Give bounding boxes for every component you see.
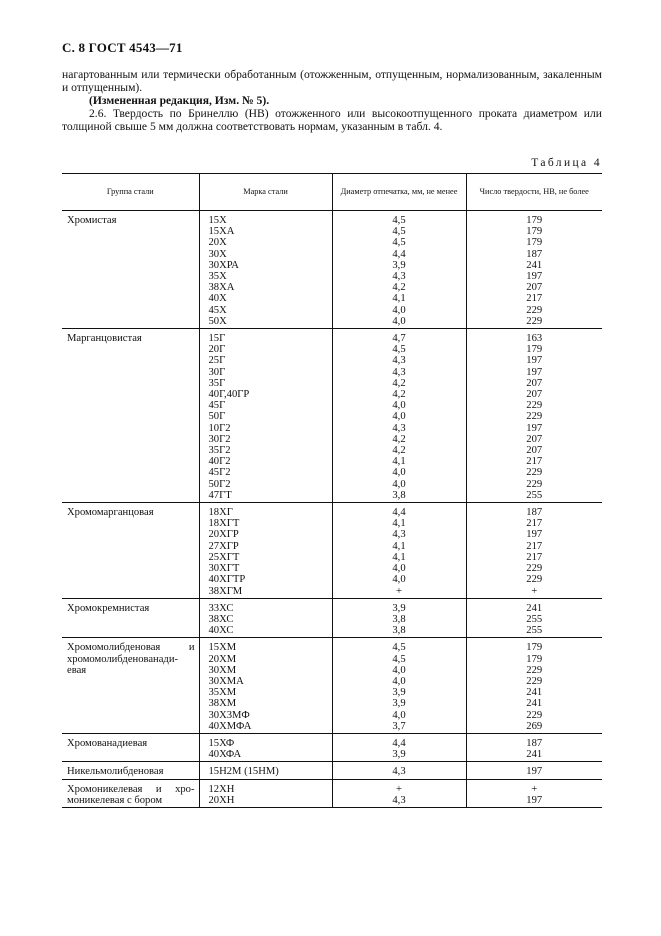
diameter-cell: [332, 598, 466, 638]
hardness-value: 179: [526, 215, 543, 226]
steel-group-cell: [62, 329, 199, 503]
diameter-value: 4,0: [392, 563, 406, 575]
diameter-cell: [332, 733, 466, 761]
steel-grade: 30Г: [208, 366, 226, 378]
diameter-value: 4,4: [392, 507, 406, 519]
hardness-value: 207: [526, 433, 543, 445]
steel-grade: 50Г: [208, 411, 226, 423]
steel-grade: 15Н2М (15НМ): [208, 766, 279, 778]
diameter-value: 4,4: [392, 737, 406, 749]
steel-grade: 20Х: [208, 237, 227, 249]
hardness-value: 255: [526, 613, 543, 625]
steel-grade: 30ХРА: [208, 259, 239, 271]
diameter-value: 3,8: [392, 613, 406, 625]
steel-grade-cell: [199, 503, 332, 599]
hardness-value: 207: [526, 282, 543, 294]
steel-grade: 40Г2: [208, 456, 231, 468]
diameter-cell: [332, 329, 466, 503]
steel-group-name: Хромокремнистая: [67, 602, 150, 614]
steel-grade: 30ХМА: [208, 675, 244, 687]
hardness-value: 179: [526, 226, 543, 238]
hardness-value: 217: [526, 551, 543, 563]
diameter-value: 4,4: [392, 248, 406, 260]
hardness-value: 241: [526, 259, 543, 271]
steel-grade: 35Х: [208, 271, 227, 283]
diameter-value: 4,0: [392, 675, 406, 687]
continuation-paragraph: нагартованным или термически обработанным (отожженным, отпущенным, нормализованным, закаленным и отпущенным).: [62, 68, 602, 94]
steel-grade: 30ХМ: [208, 664, 237, 676]
steel-grade: 27ХГР: [208, 540, 239, 552]
table-row: [62, 733, 602, 761]
hardness-value: 163: [526, 333, 543, 345]
diameter-value: 4,5: [392, 344, 406, 356]
hardness-value: 229: [526, 563, 543, 575]
diameter-value: 4,0: [392, 400, 406, 412]
hardness-value: 229: [526, 315, 543, 327]
hardness-value: 229: [526, 467, 543, 479]
hardness-cell: [466, 211, 602, 329]
diameter-value: 3,9: [392, 687, 406, 699]
steel-grade: 30Х: [208, 248, 227, 260]
steel-grade: 40Х: [208, 293, 227, 305]
diameter-value: 4,0: [392, 478, 406, 490]
diameter-cell: [332, 638, 466, 734]
diameter-cell: [332, 762, 466, 779]
diameter-value: +: [396, 585, 402, 597]
steel-grade: 35Г2: [208, 445, 231, 457]
diameter-value: 4,2: [392, 282, 406, 294]
hardness-value: 229: [526, 400, 543, 412]
steel-grade: 30Г2: [208, 433, 231, 445]
hardness-value: 197: [526, 271, 543, 283]
steel-grade: 30ХГТ: [208, 563, 240, 575]
hardness-value: 229: [526, 411, 543, 423]
steel-grade-cell: [199, 733, 332, 761]
steel-grade: 18ХГ: [208, 507, 233, 519]
steel-grade: 50Х: [208, 315, 227, 327]
diameter-value: 4,0: [392, 664, 406, 676]
hardness-value: 179: [526, 642, 543, 654]
hardness-cell: [466, 503, 602, 599]
steel-grade: 35ХМ: [208, 687, 237, 699]
hardness-value: 197: [526, 794, 543, 806]
diameter-value: 4,1: [392, 551, 406, 563]
header-diameter: Диаметр отпечатка, мм, не менее: [332, 174, 466, 211]
page-header: С. 8 ГОСТ 4543—71: [62, 40, 183, 55]
diameter-value: 3,8: [392, 489, 406, 501]
hardness-value: 179: [526, 653, 543, 665]
hardness-value: 241: [526, 698, 543, 710]
table-row: [62, 503, 602, 599]
steel-grade: 38ХА: [208, 282, 235, 294]
diameter-value: 4,0: [392, 709, 406, 721]
steel-grade: 20ХМ: [208, 653, 237, 665]
steel-group-name: моникелевая с бором: [67, 794, 163, 806]
hardness-value: +: [531, 783, 538, 795]
hardness-value: 207: [526, 377, 543, 389]
hardness-cell: [466, 638, 602, 734]
diameter-value: 4,0: [392, 467, 406, 479]
table-row: [62, 329, 602, 503]
hardness-value: 207: [526, 445, 543, 457]
hardness-value: 187: [526, 507, 543, 519]
steel-group-name: Хромомарганцовая: [67, 507, 154, 519]
steel-grade: 35Г: [208, 377, 226, 389]
steel-grade: 40ХФА: [208, 749, 242, 761]
steel-group-cell: [62, 211, 199, 329]
steel-group-cell: [62, 638, 199, 734]
hardness-value: 229: [526, 664, 543, 676]
hardness-value: 255: [526, 625, 543, 637]
hardness-value: 197: [526, 422, 543, 434]
diameter-value: 4,5: [392, 226, 406, 238]
steel-grade: 12ХН: [208, 783, 235, 795]
diameter-value: 4,2: [392, 389, 406, 401]
hardness-value: 179: [526, 344, 543, 356]
diameter-value: 4,2: [392, 433, 406, 445]
header-hardness: Число твердости, НВ, не более: [466, 174, 602, 211]
diameter-value: 4,1: [392, 518, 406, 530]
steel-grade: 47ГТ: [208, 489, 232, 501]
hardness-value: 179: [526, 237, 543, 249]
steel-grade: 20ХН: [208, 794, 235, 806]
diameter-value: 4,3: [392, 422, 406, 434]
steel-grade: 50Г2: [208, 478, 231, 490]
steel-group-name: Марганцовистая: [67, 333, 142, 345]
hardness-value: 187: [526, 737, 543, 749]
diameter-value: 4,2: [392, 377, 406, 389]
diameter-value: 4,3: [392, 355, 406, 367]
steel-grade: 18ХГТ: [208, 518, 240, 530]
steel-grade-cell: [199, 329, 332, 503]
steel-group-cell: [62, 762, 199, 779]
table-header-row: [62, 174, 602, 211]
diameter-value: 3,9: [392, 749, 406, 761]
steel-grade: 38ХГМ: [208, 585, 243, 597]
steel-grade: 38ХМ: [208, 698, 237, 710]
hardness-cell: [466, 598, 602, 638]
hardness-value: +: [531, 585, 538, 597]
steel-grade: 20Г: [208, 344, 226, 356]
diameter-value: 4,0: [392, 574, 406, 586]
steel-group-cell: [62, 503, 199, 599]
steel-group-cell: [62, 598, 199, 638]
diameter-cell: [332, 779, 466, 807]
diameter-value: 4,0: [392, 315, 406, 327]
table-row: [62, 638, 602, 734]
diameter-value: 3,9: [392, 602, 406, 614]
hardness-value: 229: [526, 574, 543, 586]
steel-grade: 38ХС: [208, 613, 234, 625]
steel-group-name: Никельмолибденовая: [67, 766, 164, 778]
steel-grade: 15Х: [208, 215, 227, 226]
steel-grade: 15ХФ: [208, 737, 235, 749]
steel-group-name: евая: [67, 664, 87, 676]
steel-grade: 40ХГТР: [208, 574, 246, 586]
steel-group-cell: [62, 779, 199, 807]
hardness-value: 229: [526, 675, 543, 687]
steel-grade: 15ХА: [208, 226, 235, 238]
hardness-value: 207: [526, 389, 543, 401]
steel-group-name: хромомолибденованади-: [67, 653, 179, 665]
diameter-value: 4,0: [392, 411, 406, 423]
steel-grade: 20ХГР: [208, 529, 239, 541]
diameter-value: 4,5: [392, 215, 406, 226]
diameter-value: 3,7: [392, 720, 406, 732]
steel-grade: 45Г2: [208, 467, 231, 479]
steel-grade-cell: [199, 762, 332, 779]
table-caption: Таблица 4: [531, 157, 602, 169]
intro-text: [62, 68, 602, 133]
hardness-value: 197: [526, 366, 543, 378]
clause-2-6: 2.6. Твердость по Бринеллю (НВ) отожженного или высокоотпущенного проката диаметром или толщиной свыше 5 мм должна соответствовать нормам, указанным в табл. 4.: [62, 107, 602, 133]
steel-group-name: Хромомолибденовая и: [67, 642, 195, 654]
steel-grade: 45Г: [208, 400, 226, 412]
steel-grade-cell: [199, 211, 332, 329]
diameter-value: 4,3: [392, 366, 406, 378]
steel-group-name: Хромоникелевая и хро-: [67, 783, 195, 795]
hardness-value: 217: [526, 540, 543, 552]
steel-grade: 40ХМФА: [208, 720, 252, 732]
hardness-value: 241: [526, 749, 543, 761]
table-row: [62, 598, 602, 638]
hardness-value: 217: [526, 293, 543, 305]
diameter-value: 3,9: [392, 698, 406, 710]
steel-grade: 33ХС: [208, 602, 234, 614]
hardness-value: 197: [526, 766, 543, 778]
steel-group-name: Хромистая: [67, 215, 117, 226]
hardness-table: [62, 173, 602, 808]
diameter-value: 4,1: [392, 456, 406, 468]
hardness-value: 269: [526, 720, 543, 732]
steel-group-name: Хромованадиевая: [67, 737, 148, 749]
table-row: [62, 211, 602, 329]
diameter-value: 4,2: [392, 445, 406, 457]
diameter-value: 4,3: [392, 271, 406, 283]
hardness-value: 255: [526, 489, 543, 501]
hardness-value: 241: [526, 602, 543, 614]
hardness-value: 241: [526, 687, 543, 699]
diameter-value: 4,0: [392, 304, 406, 316]
diameter-value: 4,7: [392, 333, 406, 345]
steel-grade: 25Г: [208, 355, 226, 367]
diameter-cell: [332, 211, 466, 329]
header-grade: Марка стали: [199, 174, 332, 211]
steel-grade-cell: [199, 779, 332, 807]
steel-grade: 40Г,40ГР: [208, 389, 250, 401]
diameter-value: +: [396, 783, 402, 795]
diameter-value: 4,5: [392, 237, 406, 249]
diameter-value: 4,3: [392, 794, 406, 806]
table-body: [62, 211, 602, 808]
hardness-cell: [466, 733, 602, 761]
hardness-value: 197: [526, 355, 543, 367]
steel-grade: 10Г2: [208, 422, 231, 434]
diameter-value: 4,5: [392, 642, 406, 654]
diameter-value: 4,1: [392, 540, 406, 552]
hardness-value: 229: [526, 709, 543, 721]
table-row: [62, 762, 602, 779]
steel-grade: 15ХМ: [208, 642, 237, 654]
hardness-value: 217: [526, 456, 543, 468]
steel-grade: 25ХГТ: [208, 551, 240, 563]
steel-group-cell: [62, 733, 199, 761]
steel-grade-cell: [199, 638, 332, 734]
hardness-cell: [466, 779, 602, 807]
steel-grade: 15Г: [208, 333, 226, 345]
diameter-value: 3,9: [392, 259, 406, 271]
steel-grade: 40ХС: [208, 625, 234, 637]
diameter-value: 4,3: [392, 766, 406, 778]
hardness-value: 217: [526, 518, 543, 530]
hardness-value: 197: [526, 529, 543, 541]
diameter-value: 4,1: [392, 293, 406, 305]
diameter-value: 3,8: [392, 625, 406, 637]
hardness-value: 187: [526, 248, 543, 260]
diameter-value: 4,5: [392, 653, 406, 665]
steel-grade-cell: [199, 598, 332, 638]
table-row: [62, 779, 602, 807]
edition-note: (Измененная редакция, Изм. № 5).: [89, 94, 270, 107]
diameter-value: 4,3: [392, 529, 406, 541]
diameter-cell: [332, 503, 466, 599]
hardness-cell: [466, 762, 602, 779]
steel-grade: 45Х: [208, 304, 227, 316]
steel-grade: 30Х3МФ: [208, 709, 250, 721]
hardness-cell: [466, 329, 602, 503]
header-group: Группа стали: [62, 174, 199, 211]
hardness-value: 229: [526, 478, 543, 490]
hardness-value: 229: [526, 304, 543, 316]
